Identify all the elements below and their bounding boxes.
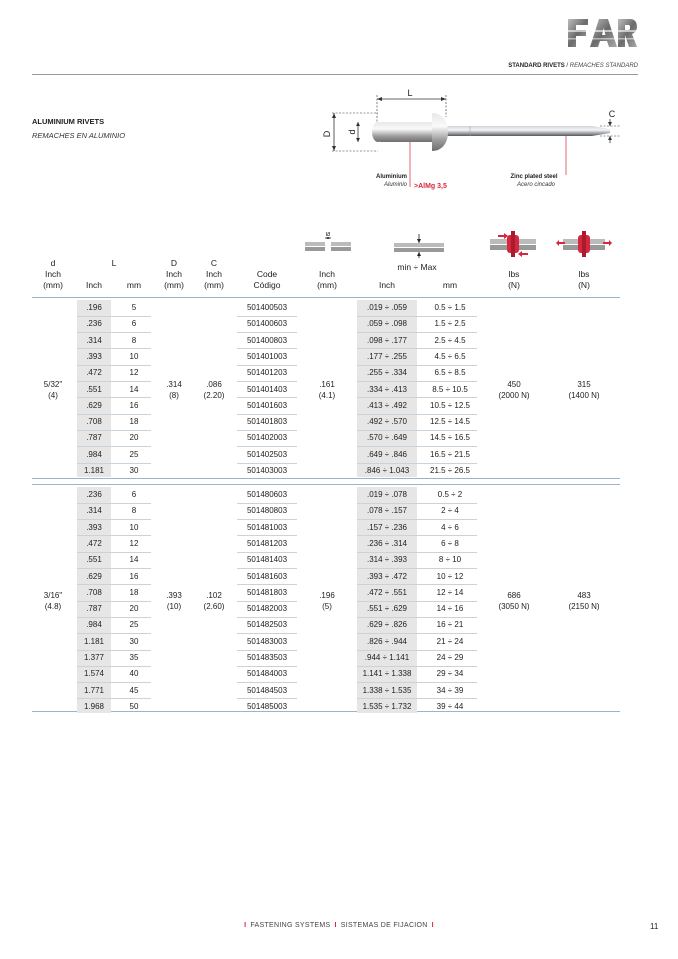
cell-code: 501401403 <box>246 384 288 394</box>
cell-L-inch: .551 <box>86 384 102 394</box>
cell-L-mm: 35 <box>129 653 139 662</box>
cell-grip-inch: .019 ÷ .059 <box>367 303 407 312</box>
cell-L-inch: 1.968 <box>83 701 105 711</box>
group-C-line: .086 <box>206 379 222 389</box>
group-hole-value <box>300 590 354 612</box>
cell-grip-mm: 14.5 ÷ 16.5 <box>430 433 470 443</box>
cell-grip-inch: .826 ÷ .944 <box>367 636 407 646</box>
group-hole-line: (4.1) <box>318 390 336 400</box>
cell-grip-inch: .492 ÷ .570 <box>367 417 407 427</box>
cell-L-inch: .393 <box>86 522 102 532</box>
cell-L-inch: 1.181 <box>83 636 105 646</box>
cell-L-mm: 5 <box>131 303 137 312</box>
cell-grip-mm: 0.5 ÷ 2 <box>437 490 463 499</box>
group-shear-line: (3050 N) <box>498 602 530 612</box>
cell-code: 501400803 <box>246 335 288 345</box>
cell-L-inch: .236 <box>86 490 102 499</box>
cell-grip-inch: .944 ÷ 1.141 <box>364 653 410 662</box>
cell-code: 501400503 <box>246 303 288 312</box>
cell-grip-mm: 1.5 ÷ 2.5 <box>434 319 466 329</box>
group-tensile-line: (1400 N) <box>568 390 600 400</box>
group-d-line: 3/16" <box>43 591 63 601</box>
alloy-label: >AlMg 3,5 <box>414 183 447 190</box>
cell-L-inch: .629 <box>86 400 102 410</box>
cell-L-inch: .472 <box>86 538 102 548</box>
section-subtitle: REMACHES EN ALUMINIO <box>32 131 126 140</box>
section-title: ALUMINIUM RIVETS <box>32 117 105 126</box>
cell-grip-mm: 6 ÷ 8 <box>441 538 459 548</box>
cell-L-mm: 16 <box>129 571 139 581</box>
cell-L-inch: .787 <box>86 604 102 614</box>
label-L: L <box>407 88 413 98</box>
svg-text:Ø: Ø <box>325 232 331 238</box>
group-D-line: .393 <box>166 591 182 601</box>
cell-L-inch: 1.574 <box>83 669 105 679</box>
group-D-value <box>154 379 194 401</box>
cell-L-mm: 50 <box>129 701 139 711</box>
table-group-rule-2 <box>32 484 620 485</box>
cell-L-mm: 8 <box>131 506 137 516</box>
cell-code: 501481603 <box>246 571 288 581</box>
cell-grip-inch: .059 ÷ .098 <box>367 319 407 329</box>
cell-L-inch: .708 <box>86 417 102 427</box>
col-hole-header: Inch (mm) <box>317 269 337 290</box>
cell-grip-inch: .098 ÷ .177 <box>367 335 407 345</box>
cell-grip-mm: 16.5 ÷ 21.5 <box>430 449 470 459</box>
footer: I FASTENING SYSTEMS I SISTEMAS DE FIJACION I <box>244 922 434 929</box>
cell-grip-inch: .314 ÷ .393 <box>367 555 407 565</box>
cell-grip-mm: 4.5 ÷ 6.5 <box>434 351 466 361</box>
cell-L-inch: .984 <box>86 620 102 630</box>
group-C-line: (2.20) <box>203 390 225 400</box>
cell-grip-inch: .177 ÷ .255 <box>367 351 407 361</box>
group-d-value <box>32 590 74 612</box>
cell-L-mm: 14 <box>129 555 139 565</box>
cell-code: 501484503 <box>246 685 288 695</box>
group-shear-line: 686 <box>507 591 521 601</box>
group-D-value <box>154 590 194 612</box>
cell-L-inch: 1.771 <box>83 685 105 695</box>
cell-L-mm: 6 <box>131 319 137 329</box>
cell-L-inch: .314 <box>86 335 102 345</box>
cell-grip-mm: 24 ÷ 29 <box>436 653 464 662</box>
cell-grip-mm: 6.5 ÷ 8.5 <box>434 368 466 378</box>
cell-grip-mm: 2 ÷ 4 <box>441 506 459 516</box>
cell-grip-inch: .570 ÷ .649 <box>367 433 407 443</box>
cell-grip-mm: 39 ÷ 44 <box>436 701 464 711</box>
cell-L-mm: 18 <box>129 417 139 427</box>
cell-grip-inch: .393 ÷ .472 <box>367 571 407 581</box>
label-C: C <box>608 109 616 119</box>
table-top-rule <box>32 297 620 298</box>
cell-grip-mm: 14 ÷ 16 <box>436 604 464 614</box>
group-d-line: (4.8) <box>44 602 62 612</box>
cell-L-mm: 40 <box>129 669 139 679</box>
cell-grip-mm: 10 ÷ 12 <box>436 571 464 581</box>
cell-L-inch: .708 <box>86 587 102 597</box>
cell-L-mm: 16 <box>129 400 139 410</box>
cell-code: 501400603 <box>246 319 288 329</box>
cell-grip-inch: 1.141 ÷ 1.338 <box>362 669 412 679</box>
group-tensile-value <box>548 379 620 401</box>
cell-code: 501482003 <box>246 604 288 614</box>
cell-L-mm: 12 <box>129 538 139 548</box>
group-shear-line: (2000 N) <box>498 390 530 400</box>
col-grip-inch-header: Inch <box>378 280 396 290</box>
cell-grip-mm: 4 ÷ 6 <box>441 522 459 532</box>
group-d-line: (4) <box>48 390 58 400</box>
cell-code: 501401803 <box>246 417 288 427</box>
cell-L-mm: 14 <box>129 384 139 394</box>
cell-L-inch: .472 <box>86 368 102 378</box>
cell-L-inch: .551 <box>86 555 102 565</box>
group-hole-line: .161 <box>319 379 335 389</box>
group-C-value <box>194 379 234 401</box>
cell-code: 501481203 <box>246 538 288 548</box>
group-C-line: .102 <box>206 591 222 601</box>
cell-grip-mm: 2.5 ÷ 4.5 <box>434 335 466 345</box>
cell-code: 501483503 <box>246 653 288 662</box>
cell-grip-inch: .334 ÷ .413 <box>367 384 407 394</box>
cell-code: 501485003 <box>246 701 288 711</box>
cell-code: 501402003 <box>246 433 288 443</box>
label-d: d <box>347 129 357 135</box>
cell-L-mm: 18 <box>129 587 139 597</box>
cell-L-mm: 25 <box>129 620 139 630</box>
far-logo <box>566 16 638 50</box>
page-number: 11 <box>650 922 659 931</box>
cell-L-mm: 30 <box>129 636 139 646</box>
cell-grip-mm: 12 ÷ 14 <box>436 587 464 597</box>
cell-L-inch: .629 <box>86 571 102 581</box>
cell-L-mm: 8 <box>131 335 137 345</box>
shear-strength-icon <box>488 229 538 259</box>
cell-grip-inch: .846 ÷ 1.043 <box>364 466 410 475</box>
cell-grip-inch: .019 ÷ .078 <box>367 490 407 499</box>
group-tensile-value <box>548 590 620 612</box>
hole-diameter-icon <box>303 232 353 258</box>
cell-code: 501483003 <box>246 636 288 646</box>
cell-grip-inch: .472 ÷ .551 <box>367 587 407 597</box>
cell-grip-mm: 12.5 ÷ 14.5 <box>430 417 470 427</box>
cell-code: 501401003 <box>246 351 288 361</box>
group-tensile-line: (2150 N) <box>568 602 600 612</box>
col-L-header: L <box>111 258 117 268</box>
cell-code: 501481403 <box>246 555 288 565</box>
group-shear-value <box>480 590 548 612</box>
cell-grip-mm: 10.5 ÷ 12.5 <box>430 400 470 410</box>
tensile-strength-icon <box>555 229 613 259</box>
cell-grip-inch: .413 ÷ .492 <box>367 400 407 410</box>
group-D-line: (8) <box>169 390 179 400</box>
group-C-value <box>194 590 234 612</box>
cell-L-mm: 10 <box>129 522 139 532</box>
cell-grip-inch: 1.338 ÷ 1.535 <box>362 685 412 695</box>
col-code-header: Code Código <box>253 269 281 290</box>
cell-grip-inch: .551 ÷ .629 <box>367 604 407 614</box>
cell-L-inch: .236 <box>86 319 102 329</box>
label-D: D <box>322 130 332 138</box>
cell-grip-inch: .157 ÷ .236 <box>367 522 407 532</box>
cell-code: 501482503 <box>246 620 288 630</box>
cell-grip-mm: 29 ÷ 34 <box>436 669 464 679</box>
cell-grip-inch: .649 ÷ .846 <box>367 449 407 459</box>
group-hole-line: .196 <box>319 591 335 601</box>
cell-L-mm: 10 <box>129 351 139 361</box>
cell-code: 501480603 <box>246 490 288 499</box>
group-d-line: 5/32" <box>43 379 63 389</box>
cell-grip-mm: 34 ÷ 39 <box>436 685 464 695</box>
cell-code: 501480803 <box>246 506 288 516</box>
cell-L-mm: 12 <box>129 368 139 378</box>
col-grip-header: min ÷ Max <box>397 262 437 272</box>
col-D-header: D Inch (mm) <box>164 258 184 290</box>
header-title: STANDARD RIVETS / REMACHES STANDARD <box>508 63 638 69</box>
cell-L-inch: .393 <box>86 351 102 361</box>
cell-code: 501401203 <box>246 368 288 378</box>
cell-grip-mm: 8 ÷ 10 <box>438 555 462 565</box>
cell-code: 501481003 <box>246 522 288 532</box>
group-tensile-line: 483 <box>577 591 591 601</box>
cell-grip-inch: .078 ÷ .157 <box>367 506 407 516</box>
col-grip-mm-header: mm <box>442 280 458 290</box>
cell-L-inch: 1.377 <box>83 653 105 662</box>
col-tensile-header: lbs (N) <box>578 269 590 290</box>
cell-grip-mm: 21 ÷ 24 <box>436 636 464 646</box>
steel-label: Zinc plated steel <box>510 174 558 180</box>
cell-code: 501403003 <box>246 466 288 475</box>
cell-L-mm: 45 <box>129 685 139 695</box>
cell-L-inch: .314 <box>86 506 102 516</box>
cell-L-mm: 20 <box>129 433 139 443</box>
cell-code: 501402503 <box>246 449 288 459</box>
col-L-inch-header: Inch <box>85 280 103 290</box>
cell-grip-inch: .236 ÷ .314 <box>367 538 407 548</box>
col-C-header: C Inch (mm) <box>204 258 224 290</box>
group-d-value <box>32 379 74 401</box>
col-d-header: d Inch (mm) <box>43 258 63 290</box>
cell-L-inch: 1.181 <box>83 466 105 475</box>
col-L-mm-header: mm <box>126 280 142 290</box>
cell-code: 501401603 <box>246 400 288 410</box>
group-hole-value <box>300 379 354 401</box>
aluminio-label: Aluminio <box>383 182 407 188</box>
cell-grip-inch: 1.535 ÷ 1.732 <box>362 701 412 711</box>
group-D-line: (10) <box>166 602 182 612</box>
group-hole-line: (5) <box>322 602 332 612</box>
cell-grip-mm: 8.5 ÷ 10.5 <box>432 384 468 394</box>
group-shear-line: 450 <box>507 379 521 389</box>
cell-grip-inch: .629 ÷ .826 <box>367 620 407 630</box>
cell-L-mm: 20 <box>129 604 139 614</box>
cell-grip-inch: .255 ÷ .334 <box>367 368 407 378</box>
group-C-line: (2.60) <box>203 602 225 612</box>
rivet-diagram <box>310 85 628 197</box>
acero-label: Acero cincado <box>516 182 556 188</box>
header-divider <box>32 74 638 75</box>
cell-L-inch: .984 <box>86 449 102 459</box>
cell-grip-mm: 0.5 ÷ 1.5 <box>434 303 466 312</box>
cell-L-mm: 30 <box>129 466 139 475</box>
cell-grip-mm: 16 ÷ 21 <box>436 620 464 630</box>
group-D-line: .314 <box>166 379 182 389</box>
grip-range-icon <box>392 234 446 258</box>
group-shear-value <box>480 379 548 401</box>
aluminium-label: Aluminium <box>376 174 407 180</box>
cell-code: 501484003 <box>246 669 288 679</box>
cell-code: 501481803 <box>246 587 288 597</box>
cell-L-mm: 25 <box>129 449 139 459</box>
cell-L-inch: .196 <box>86 303 102 312</box>
group-tensile-line: 315 <box>577 379 591 389</box>
cell-L-mm: 6 <box>131 490 137 499</box>
col-shear-header: lbs (N) <box>508 269 520 290</box>
cell-L-inch: .787 <box>86 433 102 443</box>
cell-grip-mm: 21.5 ÷ 26.5 <box>430 466 470 475</box>
